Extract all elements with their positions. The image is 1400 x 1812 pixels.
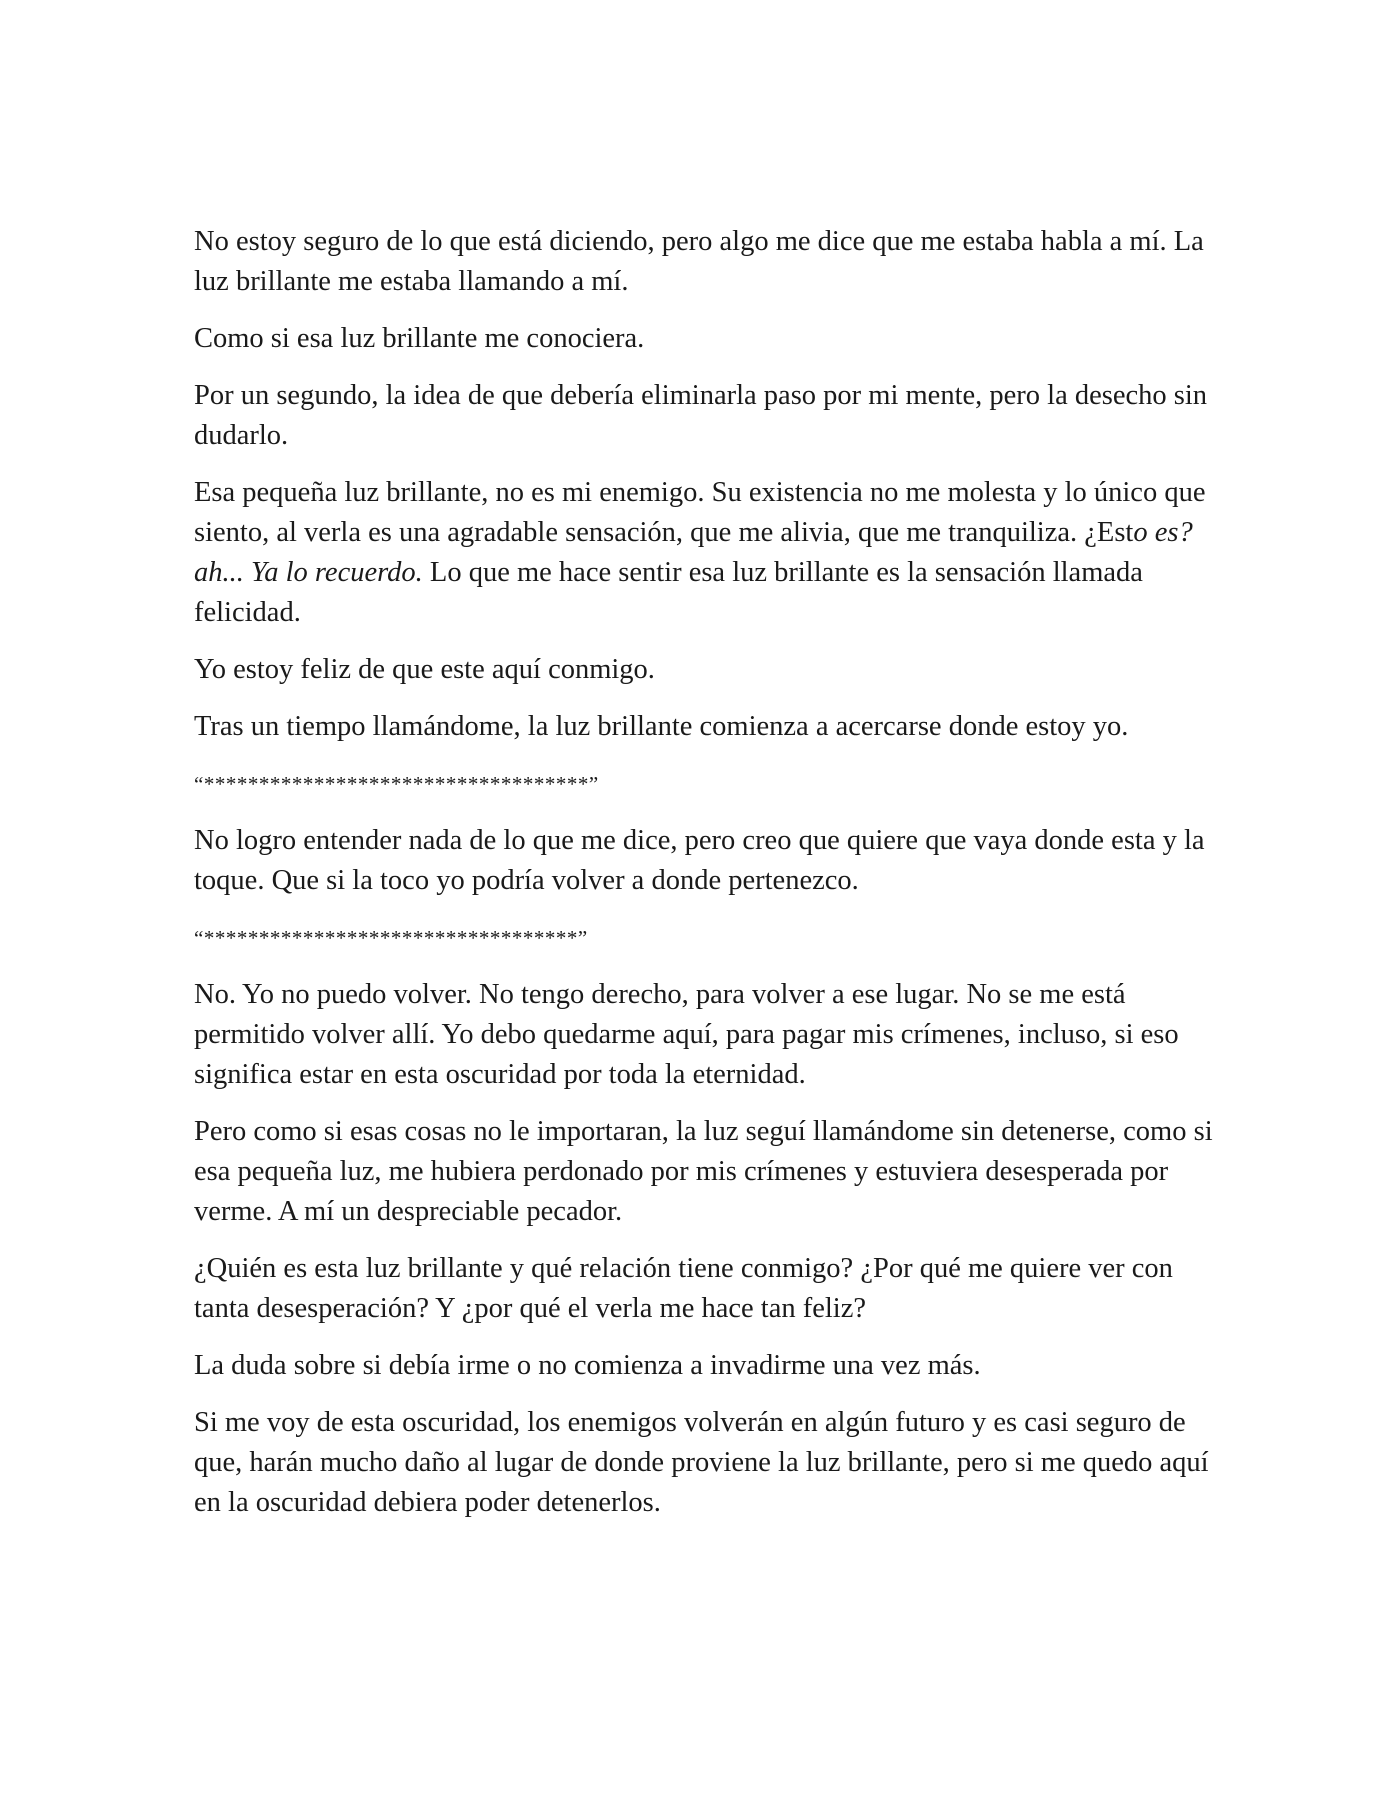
paragraph-3: Por un segundo, la idea de que debería eliminarla paso por mi mente, pero la desecho sin dudarlo. [194,380,1208,451]
paragraph-4 [194,473,1224,633]
paragraph-11: La duda sobre si debía irme o no comienza a invadirme una vez más. [194,1350,981,1381]
dialogue-stars-1: “***********************************” [194,772,599,796]
paragraph-8: No. Yo no puedo volver. No tengo derecho, para volver a ese lugar. No se me está permitido volver allí. Yo debo quedarme aquí, para pagar mis crímenes, incluso, si eso significa estar en esta oscuridad por toda la eternidad. [194,979,1179,1090]
paragraph-4-part-1: Esa pequeña luz brillante, no es mi enemigo. Su existencia no me molesta y lo único que siento, al verla es una agradable sensación, que me alivia, que me tranquiliza. ¿Est [194,477,1206,548]
paragraph-7: No logro entender nada de lo que me dice, pero creo que quiere que vaya donde esta y la toque. Que si la toco yo podría volver a donde pertenezco. [194,825,1205,896]
paragraph-1: No estoy seguro de lo que está diciendo, pero algo me dice que me estaba habla a mí. La luz brillante me estaba llamando a mí. [194,226,1204,297]
paragraph-5: Yo estoy feliz de que este aquí conmigo. [194,654,655,685]
paragraph-10: ¿Quién es esta luz brillante y qué relación tiene conmigo? ¿Por qué me quiere ver con tanta desesperación? Y ¿por qué el verla me hace tan feliz? [194,1253,1173,1324]
paragraph-4-part-2: Lo que me hace sentir esa luz brillante es la sensación llamada felicidad. [194,557,1143,628]
document-body [194,222,1224,1540]
paragraph-4-italic: o es? ah... Ya lo recuerdo. [194,517,1193,588]
paragraph-2: Como si esa luz brillante me conociera. [194,323,645,354]
paragraph-6: Tras un tiempo llamándome, la luz brillante comienza a acercarse donde estoy yo. [194,711,1129,742]
paragraph-12: Si me voy de esta oscuridad, los enemigos volverán en algún futuro y es casi seguro de que, harán mucho daño al lugar de donde proviene la luz brillante, pero si me quedo aquí en la oscuridad debiera poder detenerlos. [194,1407,1209,1518]
paragraph-9: Pero como si esas cosas no le importaran, la luz seguí llamándome sin detenerse, como si esa pequeña luz, me hubiera perdonado por mis crímenes y estuviera desesperada por verme. A mí un despreciable pecador. [194,1116,1213,1227]
dialogue-stars-2: “**********************************” [194,926,588,950]
